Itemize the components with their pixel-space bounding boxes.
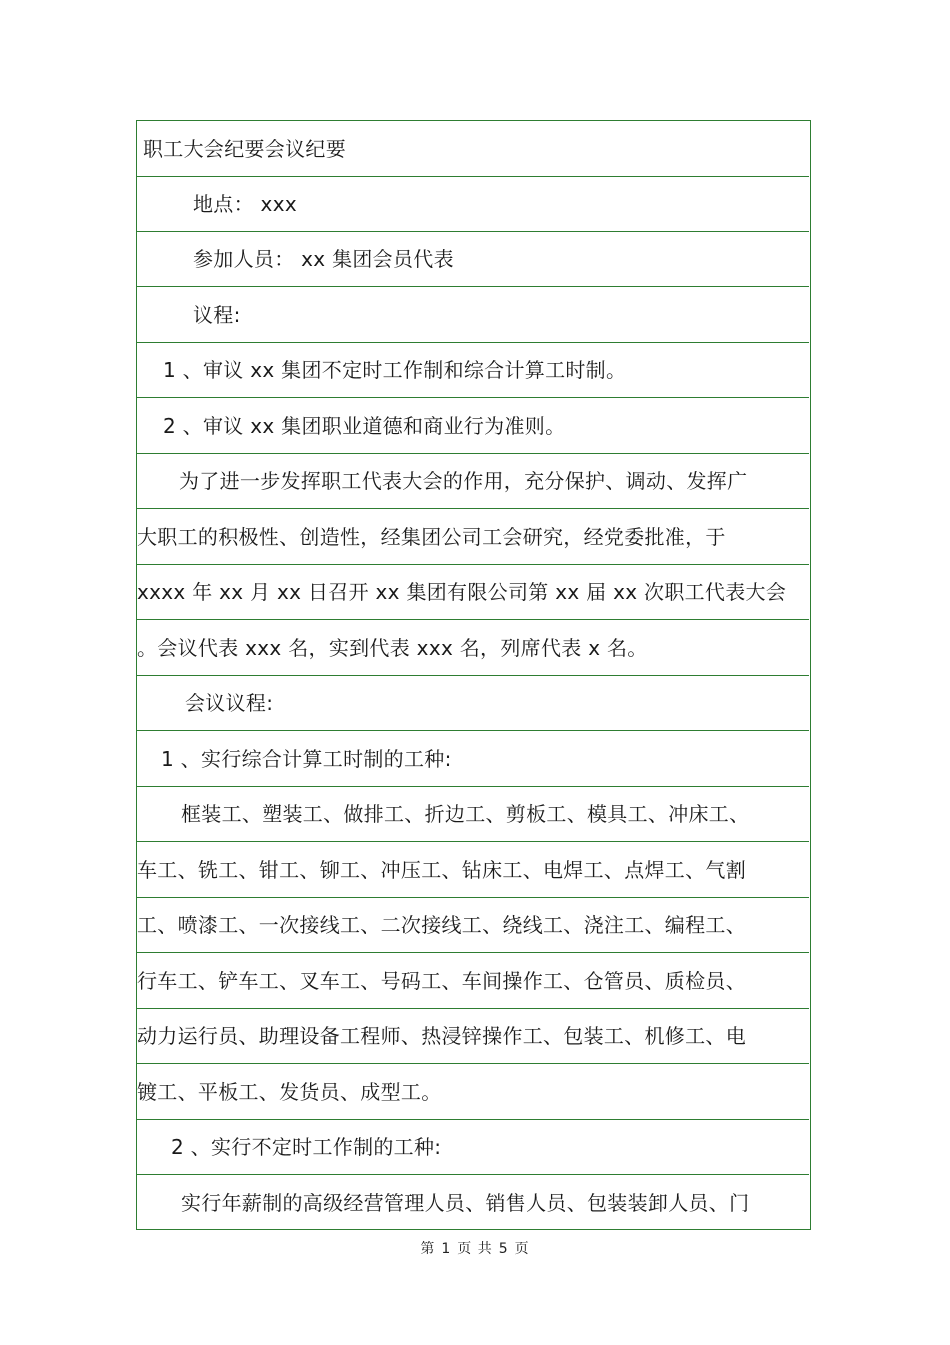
footer-suffix: 页 — [514, 1241, 530, 1257]
section1-line-row — [137, 953, 809, 1009]
section1-line: 行车工、铲车工、叉车工、号码工、车间操作工、仓管员、质检员、 — [137, 968, 746, 993]
meeting-agenda-label: 会议议程: — [185, 690, 274, 715]
agenda-item-row — [137, 398, 809, 454]
document-table — [136, 120, 811, 1230]
section1-heading: 1 、实行综合计算工时制的工种: — [161, 746, 452, 771]
agenda-label: 议程: — [193, 302, 241, 327]
section1-line: 框装工、塑装工、做排工、折边工、剪板工、模具工、冲床工、 — [181, 801, 750, 826]
agenda-label-row — [137, 287, 809, 343]
section1-heading-row — [137, 731, 809, 787]
intro-line-row — [137, 453, 809, 509]
intro-line-row — [137, 620, 809, 676]
section2-heading-row — [137, 1119, 809, 1175]
footer-prefix: 第 — [420, 1241, 436, 1257]
footer-page-number: 1 — [441, 1241, 452, 1257]
section2-line: 实行年薪制的高级经营管理人员、销售人员、包装装卸人员、门 — [181, 1191, 750, 1215]
intro-line-row — [137, 509, 809, 565]
document-title: 职工大会纪要会议纪要 — [143, 136, 346, 161]
intro-line: 大职工的积极性、创造性，经集团公司工会研究，经党委批准，于 — [137, 524, 726, 549]
section1-line: 动力运行员、助理设备工程师、热浸锌操作工、包装工、机修工、电 — [137, 1023, 746, 1048]
title-row — [137, 121, 809, 177]
intro-line: 。会议代表 xxx 名，实到代表 xxx 名，列席代表 x 名。 — [137, 635, 648, 660]
section1-line-row — [137, 897, 809, 953]
agenda-item-row — [137, 342, 809, 398]
section2-heading: 2 、实行不定时工作制的工种: — [171, 1134, 442, 1159]
attendees-row — [137, 231, 809, 287]
section1-line-row — [137, 1064, 809, 1120]
footer-total-pages: 5 — [498, 1241, 509, 1257]
agenda-item: 2 、审议 xx 集团职业道德和商业行为准则。 — [163, 413, 566, 438]
location-row — [137, 176, 809, 232]
section1-line-row — [137, 786, 809, 842]
section1-line: 镀工、平板工、发货员、成型工。 — [137, 1079, 442, 1104]
intro-line: 为了进一步发挥职工代表大会的作用，充分保护、调动、发挥广 — [179, 468, 748, 493]
section1-line: 车工、铣工、钳工、铆工、冲压工、钻床工、电焊工、点焊工、气割 — [137, 857, 746, 882]
agenda-item: 1 、审议 xx 集团不定时工作制和综合计算工时制。 — [163, 357, 627, 382]
section1-line-row — [137, 1008, 809, 1064]
location-text: 地点： xxx — [193, 191, 297, 216]
page-footer — [0, 1238, 950, 1258]
section1-line: 工、喷漆工、一次接线工、二次接线工、绕线工、浇注工、编程工、 — [137, 912, 746, 937]
section2-line-row — [137, 1175, 809, 1231]
meeting-agenda-row — [137, 675, 809, 731]
intro-line-row — [137, 564, 809, 620]
intro-line: xxxx 年 xx 月 xx 日召开 xx 集团有限公司第 xx 届 xx 次职工代表大会 — [137, 579, 787, 604]
attendees-text: 参加人员： xx 集团会员代表 — [193, 246, 454, 271]
section1-line-row — [137, 842, 809, 898]
footer-middle: 页 共 — [457, 1241, 493, 1257]
